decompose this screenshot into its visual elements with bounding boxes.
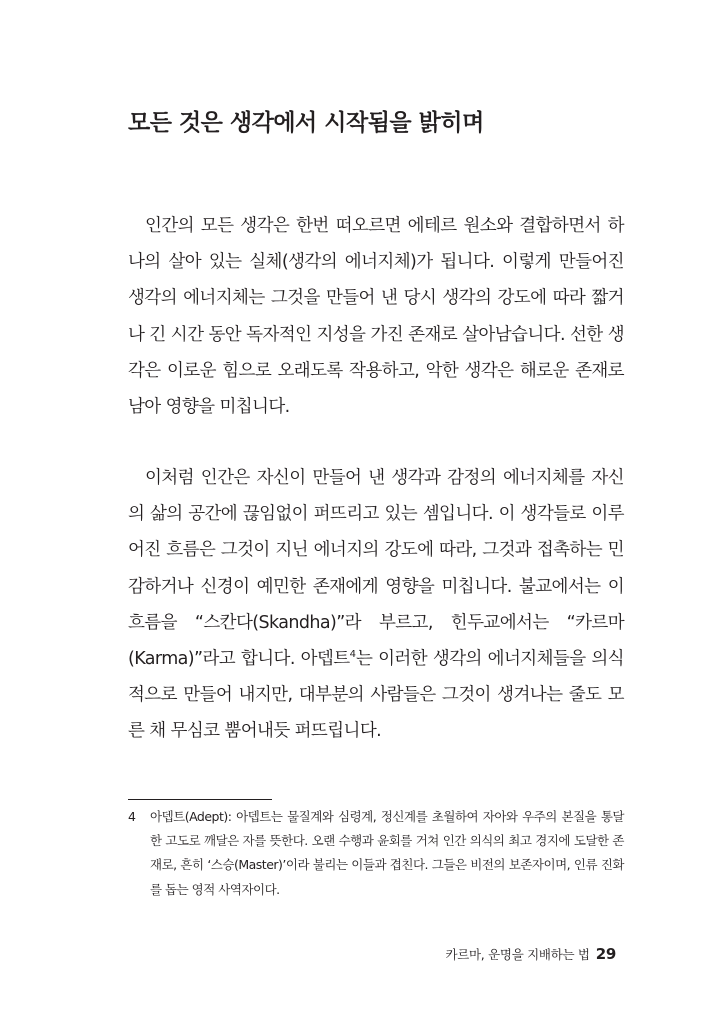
- page-number: 29: [595, 945, 616, 963]
- chapter-heading: 모든 것은 생각에서 시작됨을 밝히며: [128, 110, 484, 136]
- body-paragraph-1: 인간의 모든 생각은 한번 떠오르면 에테르 원소와 결합하면서 하나의 살아 있는 실체(생각의 에너지체)가 됩니다. 이렇게 만들어진 생각의 에너지체는 그것을 만들어 낸 당시 생각의 강도에 따라 짧거나 긴 시간 동안 독자적인 지성을 가진 존재로 살아남습니다. 선한 생각은 이로운 힘으로 오래도록 작용하고, 악한 생각은 해로운 존재로 남아 영향을 미칩니다.: [128, 216, 624, 418]
- footnote-text: 아뎁트(Adept): 아뎁트는 물질계와 심령계, 정신계를 초월하여 자아와 우주의 본질을 통달한 고도로 깨달은 자를 뜻한다. 오랜 수행과 윤회를 거쳐 인간 의식의 최고 경지에 도달한 존재로, 흔히 ‘스승(Master)’이라 불리는 이들과 겹친다. 그들은 비전의 보존자이며, 인류 진화를 돕는 영적 사역자이다.: [150, 809, 624, 897]
- footnote-number: 4: [128, 809, 136, 824]
- paragraph-2-text-start: 이처럼 인간은 자신이 만들어 낸 생각과 감정의 에너지체를 자신의 삶의 공간에 끊임없이 퍼뜨리고 있는 셈입니다. 이 생각들로 이루어진 흐름은 그것이 지닌 에너지의 강도에 따라, 그것과 접촉하는 민감하거나 신경이 예민한 존재에게 영향을 미칩니다. 불교에서는 이 흐름을 “스칸다(Skandha)”라 부르고, 힌두교에서는 “카르마(Karma)”라고 합니다. 아뎁트: [128, 468, 624, 670]
- footnote-divider: [128, 799, 272, 800]
- footnote-reference: 4: [349, 649, 356, 661]
- body-paragraph-2: [128, 460, 624, 750]
- running-footer: [445, 945, 616, 963]
- book-title: 카르마, 운명을 지배하는 법: [445, 947, 590, 962]
- paragraph-2-text-end: 는 이러한 생각의 에너지체들을 의식적으로 만들어 내지만, 대부분의 사람들은 그것이 생겨나는 줄도 모른 채 무심코 뿜어내듯 퍼뜨립니다.: [128, 649, 624, 742]
- footnote: [128, 805, 624, 902]
